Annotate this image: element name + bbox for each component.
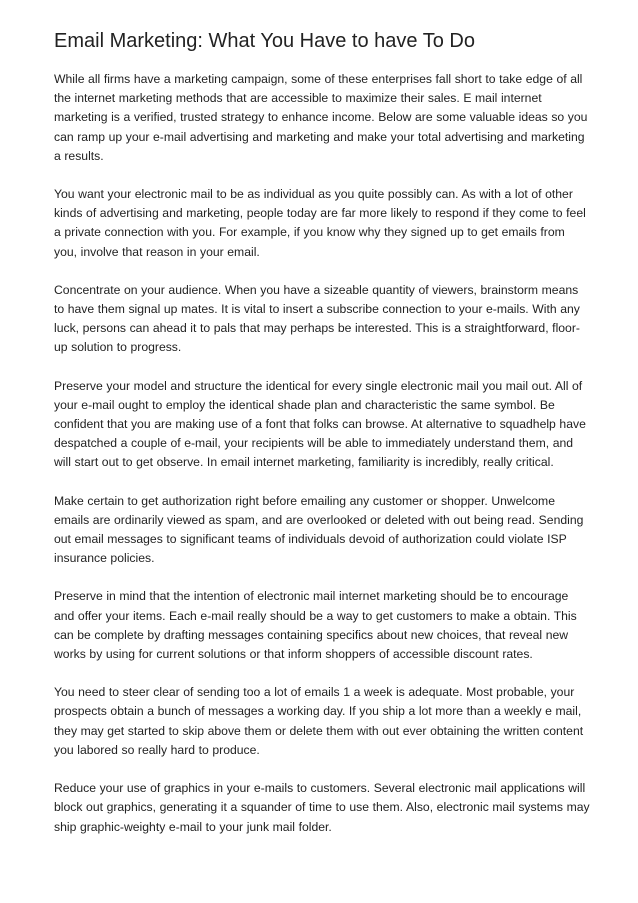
paragraph-graphics: Reduce your use of graphics in your e-mails to customers. Several electronic mail applications will block out graphics, generating it a squander of time to use them. Also, electronic mail systems may ship graphic-weighty e-mail to your junk mail folder. <box>54 781 590 834</box>
paragraph-frequency: You need to steer clear of sending too a lot of emails 1 a week is adequate. Most probable, your prospects obtain a bunch of messages a working day. If you ship a lot more than a weekly e mail, they may get started to skip above them or delete them with out ever obtaining the written content you labored so really hard to produce. <box>54 685 584 757</box>
paragraph-personal: You want your electronic mail to be as individual as you quite possibly can. As with a lot of other kinds of advertising and marketing, people today are far more likely to respond if they come to feel a private connection with you. For example, if you know why they signed up to get emails from you, involve that reason in your email. <box>54 187 586 259</box>
paragraph-intro: While all firms have a marketing campaign, some of these enterprises fall short to take edge of all the internet marketing methods that are accessible to maximize their sales. E mail internet marketing is a verified, trusted strategy to enhance income. Below are some valuable ideas so you can ramp up your e-mail advertising and marketing and make your total advertising and marketing a results. <box>54 72 588 163</box>
document-page <box>54 28 590 856</box>
paragraph-intention: Preserve in mind that the intention of electronic mail internet marketing should be to encourage and offer your items. Each e-mail really should be a way to get customers to make a obtain. This can be complete by drafting messages containing specifics about new choices, that reveal new works by using for current solutions or that inform shoppers of accessible discount rates. <box>54 589 577 662</box>
document-title: Email Marketing: What You Have to have To Do <box>54 30 475 52</box>
paragraph-authorization: Make certain to get authorization right before emailing any customer or shopper. Unwelcome emails are ordinarily viewed as spam, and are overlooked or deleted with out being read. Sending out email messages to significant teams of individuals devoid of authorization could violate ISP insurance policies. <box>54 493 584 566</box>
paragraph-audience: Concentrate on your audience. When you have a sizeable quantity of viewers, brainstorm means to have them signal up mates. It is vital to insert a subscribe connection to your e-mails. With any luck, persons can ahead it to pals that may perhaps be interested. This is a straightforward, floor-up solution to progress. <box>54 282 580 355</box>
paragraph-branding: Preserve your model and structure the identical for every single electronic mail you mail out. All of your e-mail ought to employ the identical shade plan and characteristic the same symbol. Be confident that you are making use of a font that folks can browse. At alternative to squadhelp have despatched a couple of e-mail, your recipients will be able to immediately understand them, and will start out to get observe. In email internet marketing, familiarity is incredibly, really critical. <box>54 378 586 470</box>
